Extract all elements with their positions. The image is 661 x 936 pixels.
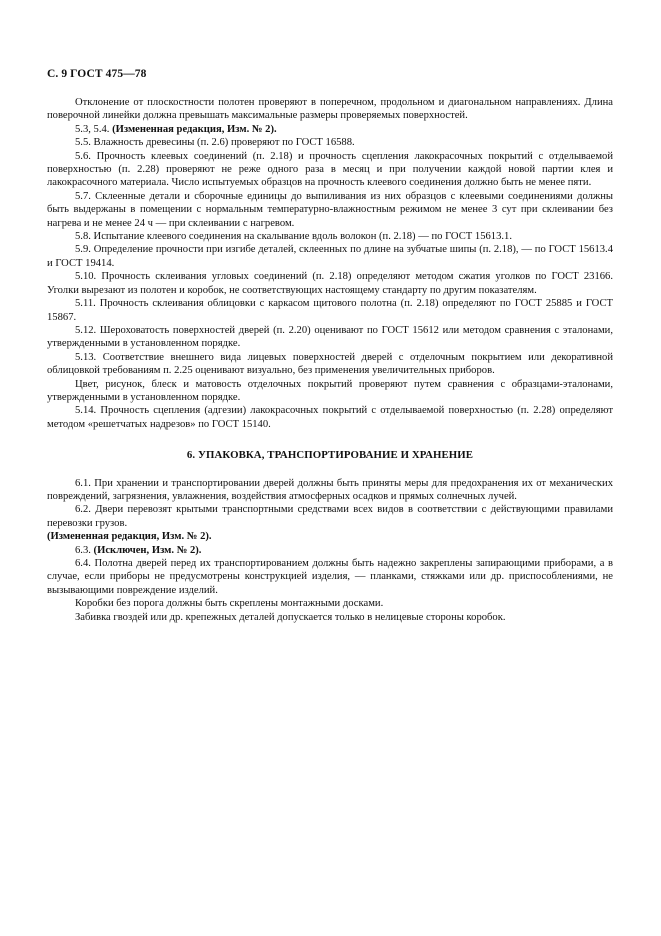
paragraph: 5.13. Соответствие внешнего вида лицевых поверхностей дверей с отделочным покрытием или декоративной облицовкой требованиям п. 2.25 оценивают визуально, без применения увеличительных приборов. [47, 351, 613, 377]
amendment-text: (Измененная редакция, Изм. № 2). [47, 531, 212, 543]
paragraph: 5.6. Прочность клеевых соединений (п. 2.18) и прочность сцепления лакокрасочных покрытий с отделываемой поверхностью (п. 2.28) проверяют не реже одного раза в месяц и при получении каждой новой партии клея и лакокрасочного материала. Число испытуемых образцов на прочность клеевого соединения должно быть не менее пяти. [47, 150, 613, 189]
paragraph: 5.8. Испытание клеевого соединения на скалывание вдоль волокон (п. 2.18) — по ГОСТ 15613.1. [75, 231, 512, 243]
paragraph: 6.2. Двери перевозят крытыми транспортными средствами всех видов в соответствии с действующими правилами перевозки грузов. [47, 504, 613, 529]
clause-number: 5.3, 5.4. [75, 123, 113, 135]
paragraph: 5.10. Прочность склеивания угловых соединений (п. 2.18) определяют методом сжатия уголков по ГОСТ 23166. Уголки вырезают из полотен и коробок, не соответствующих настоящему стандарту по другим показателям. [47, 271, 613, 296]
document-body [47, 96, 613, 624]
amendment-note [47, 123, 613, 136]
paragraph: 5.9. Определение прочности при изгибе деталей, склеенных по длине на зубчатые шипы (п. 2.18), — по ГОСТ 15613.4 и ГОСТ 19414. [47, 244, 613, 269]
paragraph: 5.11. Прочность склеивания облицовки с каркасом щитового полотна (п. 2.18) определяют по ГОСТ 25885 и ГОСТ 15867. [47, 298, 613, 323]
amendment-text: (Исключен, Изм. № 2). [93, 544, 202, 556]
paragraph: 5.14. Прочность сцепления (адгезии) лакокрасочных покрытий с отделываемой поверхностью (п. 2.28) определяют методом «решетчатых надрезов» по ГОСТ 15140. [47, 405, 613, 430]
paragraph: Отклонение от плоскостности полотен проверяют в поперечном, продольном и диагональном направлениях. Длина поверочной линейки должна превышать максимальные размеры проверяемых поверхностей. [47, 97, 613, 122]
amendment-note [47, 544, 613, 557]
clause-number: 6.3. [75, 544, 94, 556]
paragraph: Коробки без порога должны быть скреплены монтажными досками. [75, 598, 384, 610]
paragraph: Забивка гвоздей или др. крепежных деталей допускается только в нелицевые стороны коробок. [75, 611, 506, 623]
section-title: 6. УПАКОВКА, ТРАНСПОРТИРОВАНИЕ И ХРАНЕНИЕ [186, 449, 474, 462]
amendment-text: (Измененная редакция, Изм. № 2). [112, 123, 277, 135]
paragraph: 5.7. Склеенные детали и сборочные единицы до выпиливания из них образцов с клеевыми соединениями должны быть выдержаны в помещении с нормальным температурно-влажностным режимом не менее 3 сут при склеивании без нагрева и не менее 24 ч — при склеивании с нагревом. [47, 190, 613, 229]
paragraph: Цвет, рисунок, блеск и матовость отделочных покрытий проверяют путем сравнения с образцами-эталонами, утвержденными в установленном порядке. [47, 378, 613, 403]
amendment-note [47, 530, 613, 543]
paragraph: 6.1. При хранении и транспортировании дверей должны быть приняты меры для предохранения их от механических повреждений, загрязнения, увлажнения, воздействия атмосферных осадков и прямых солнечных лучей. [47, 477, 613, 502]
page-header: С. 9 ГОСТ 475—78 [47, 68, 147, 80]
paragraph: 5.12. Шероховатость поверхностей дверей (п. 2.20) оценивают по ГОСТ 15612 или методом сравнения с эталонами, утвержденными в установленном порядке. [47, 324, 613, 350]
paragraph: 5.5. Влажность древесины (п. 2.6) проверяют по ГОСТ 16588. [75, 137, 355, 149]
paragraph: 6.4. Полотна дверей перед их транспортированием должны быть надежно закреплены запирающими приборами, а в случае, если приборы не предусмотрены конструкцией изделия, — планками, стяжками или др. приспособлениями, не вызывающими повреждение изделий. [47, 558, 613, 596]
